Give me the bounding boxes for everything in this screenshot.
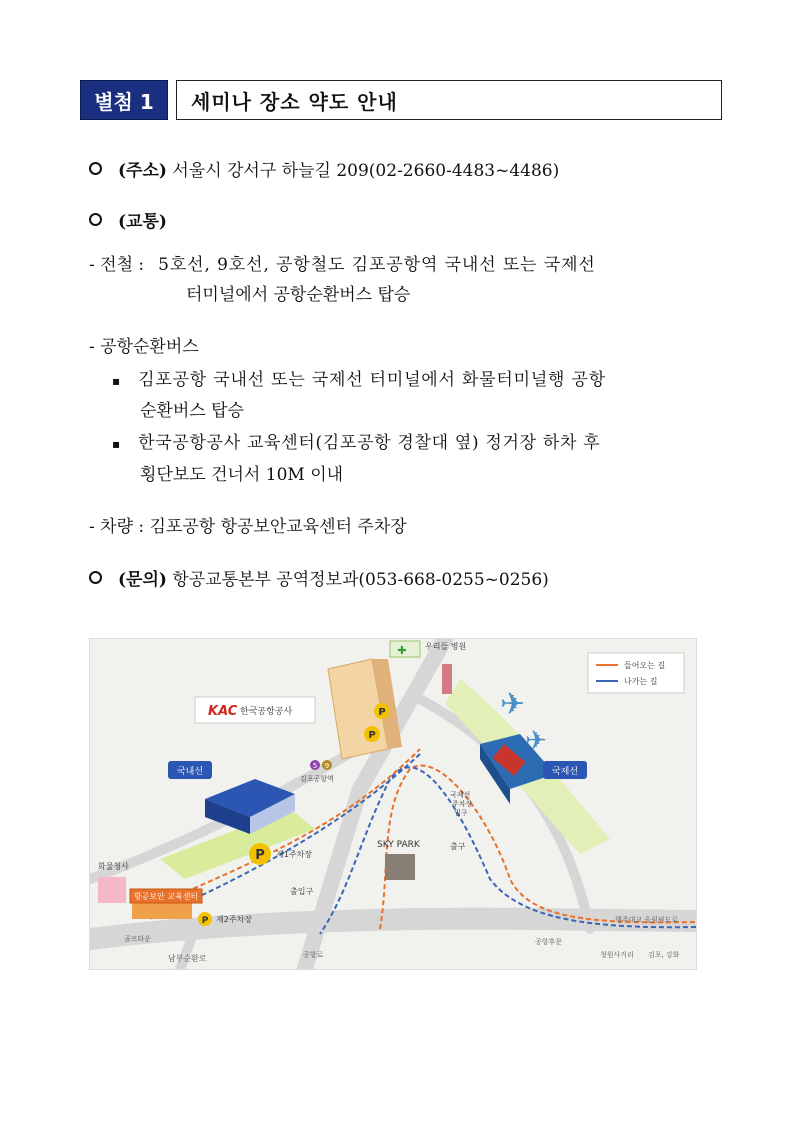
bus-item-1 — [112, 368, 718, 393]
parking-icon — [364, 726, 380, 742]
svg-text:P: P — [368, 730, 376, 741]
road-label: 공항로 — [303, 951, 324, 959]
transport-heading — [89, 210, 167, 234]
golf-label: 골프타운 — [124, 935, 152, 943]
intl-parking-label: 입구 — [454, 809, 468, 817]
parking-icon — [198, 912, 212, 926]
transport-label: (교통) — [118, 212, 167, 232]
road-label: 청원사거리 — [600, 951, 634, 959]
cargo-building — [98, 877, 126, 903]
kac-logo-icon: KAC — [208, 704, 238, 719]
legend-out-label: 나가는 길 — [624, 677, 658, 686]
exit-label: 출구 — [450, 842, 466, 851]
edu-center-label: 항공보안 교육센터 — [133, 892, 199, 901]
circle-bullet-icon — [89, 571, 102, 584]
bus-item-1-text: 김포공항 국내선 또는 국제선 터미널에서 화물터미널행 공항 — [138, 370, 606, 390]
cargo-label: 화물청사 — [98, 862, 129, 871]
road-label: 행주대교 올림픽도로 — [615, 916, 679, 924]
line9-label: 9 — [324, 762, 330, 770]
address-line — [89, 159, 559, 183]
station-label: 김포공항역 — [300, 775, 334, 783]
attachment-tag: 별첨 1 — [80, 80, 168, 120]
inquiry-label: (문의) — [118, 570, 167, 590]
subway-line-1 — [89, 253, 719, 277]
road-label: 김포, 강화 — [648, 951, 680, 959]
hospital-label: 우리들 병원 — [425, 642, 467, 651]
bus-item-2 — [112, 431, 718, 456]
entrance-label: 출입구 — [290, 887, 314, 896]
intl-parking-label: 국제선 — [450, 791, 471, 799]
line5-label: 5 — [312, 762, 318, 770]
parking-icon — [249, 843, 271, 865]
parking-icon — [374, 703, 390, 719]
address-value: 서울시 강서구 하늘길 209(02-2660-4483~4486) — [172, 161, 560, 181]
circle-bullet-icon — [89, 162, 102, 175]
bus-heading: - 공항순환버스 — [89, 337, 199, 357]
address-label: (주소) — [118, 161, 167, 181]
intl-parking-label: 주차장 — [452, 800, 473, 808]
location-map — [89, 638, 697, 970]
legend-box — [588, 653, 684, 693]
svg-text:P: P — [378, 707, 386, 718]
subway-text-1: 5호선, 9호선, 공항철도 김포공항역 국내선 또는 국제선 — [158, 255, 596, 275]
square-bullet-icon: ▪ — [112, 374, 121, 388]
subway-prefix: - 전철 : — [89, 255, 145, 275]
parking2-label: 제2주차장 — [216, 915, 253, 924]
parking1-label: 제1주차장 — [276, 850, 313, 859]
hospital-cross-icon: ✚ — [397, 644, 407, 657]
square-bullet-icon: ▪ — [112, 437, 121, 451]
kac-label: 한국공항공사 — [240, 707, 293, 717]
skypark-label: SKY PARK — [377, 840, 420, 850]
svg-text:P: P — [201, 916, 209, 926]
road-label: 남부순환로 — [168, 954, 207, 963]
legend-in-label: 들어오는 길 — [624, 661, 666, 670]
inquiry-line — [89, 568, 549, 592]
international-label: 국제선 — [551, 767, 579, 777]
car-line: - 차량 : 김포공항 항공보안교육센터 주차장 — [89, 517, 407, 537]
bus-item-2-cont: 횡단보도 건너서 10M 이내 — [140, 465, 344, 485]
control-tower-icon — [442, 664, 452, 694]
bus-item-1-cont: 순환버스 탑승 — [140, 401, 244, 421]
title-bar — [80, 80, 722, 120]
bus-item-2-text: 한국공항공사 교육센터(김포공항 경찰대 옆) 정거장 하차 후 — [138, 433, 601, 453]
circle-bullet-icon — [89, 213, 102, 226]
airplane-icon: ✈ — [500, 687, 526, 722]
page-title: 세미나 장소 약도 안내 — [176, 80, 722, 120]
airplane-icon: ✈ — [525, 726, 547, 756]
subway-line-2: 터미널에서 공항순환버스 탑승 — [186, 285, 411, 305]
domestic-label: 국내선 — [176, 767, 204, 777]
skypark-building — [385, 854, 415, 880]
svg-text:P: P — [255, 848, 265, 863]
road-label: 공항후문 — [535, 938, 563, 946]
inquiry-value: 항공교통본부 공역정보과(053-668-0255~0256) — [172, 570, 549, 590]
